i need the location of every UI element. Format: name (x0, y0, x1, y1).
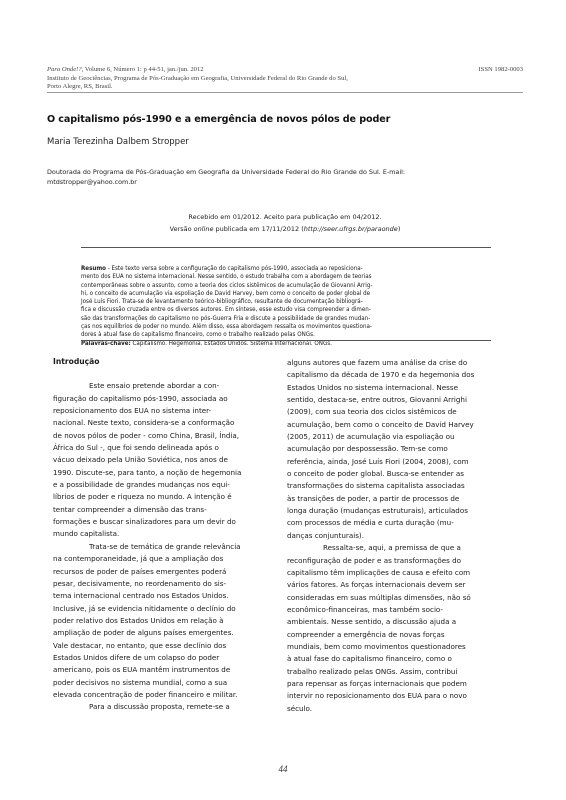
body-line: para repensar as forças internacionais que podem (287, 678, 467, 688)
body-line: consideradas em suas múltiplas dimensões, não só (287, 592, 471, 602)
affiliation-line-1: Doutorada do Programa de Pós-Graduação em Geografia da Universidade Federal do Rio Grande do Sul. E-mail: (47, 168, 406, 176)
body-line: Inclusive, já se evidencia nitidamente o declínio do (53, 603, 236, 613)
body-line: vácuo deixado pela União Soviética, nos anos de (53, 455, 228, 465)
body-column-left (53, 356, 266, 714)
article-title: O capitalismo pós-1990 e a emergência de novos pólos de poder (47, 114, 391, 125)
keywords-label: Palavras-chave: (81, 339, 131, 347)
body-line: ampliação de poder de alguns países emergentes. (53, 628, 234, 638)
body-line: tema internacional centrado nos Estados Unidos. (53, 591, 229, 601)
page-number: 44 (278, 764, 288, 774)
body-line: danças conjunturais). (287, 530, 364, 540)
body-line: intervir no reposicionamento dos EUA para o novo (287, 691, 467, 701)
body-line: acumulação, bem como o conceito de David Harvey (287, 419, 474, 429)
body-column-right (287, 357, 500, 715)
body-line: Estados Unidos difere de um colapso do poder (53, 652, 220, 662)
body-line: século. (287, 703, 313, 713)
body-line: acumulação por despossessão. Tem-se como (287, 444, 448, 454)
body-line: formações e buscar sinalizadores para um devir do (53, 517, 236, 527)
body-line: reposicionamento dos EUA no sistema inter- (53, 406, 212, 416)
body-line: mundo capitalista. (53, 529, 120, 539)
body-line: econômico-financeiras, mas também socio- (287, 604, 444, 614)
header-rule (47, 92, 523, 93)
body-line: elevada concentração de poder financeiro e militar. (53, 689, 238, 699)
abstract-line: dores à atual fase do capitalismo financeiro, como o trabalho realizado pelas ONGs. (81, 331, 315, 339)
institute-line-1: Instituto de Geociências, Programa de Pós-Graduação em Geografia, Universidade Federal do Rio Grande do Sul, (47, 74, 348, 82)
body-line: Ressalta-se, aqui, a premissa de que a (323, 543, 461, 553)
abstract-line: José Luís Fiori. Trata-se de levantamento teórico-bibliográfico, resultante de documentação bibliográ- (81, 298, 363, 306)
body-line: África do Sul -, que foi sendo delineada após o (53, 443, 219, 453)
abstract-line: mento dos EUA no sistema internacional. Nesse sentido, o estudo trabalha com a abordagem de teorias (81, 273, 372, 281)
received-date: Recebido em 01/2012. Aceito para publicação em 04/2012. (188, 213, 382, 221)
citation: , Volume 6, Número 1: p 44-51, jan./jun. 2012 (81, 66, 204, 73)
body-line: alguns autores que fazem uma análise da crise do (287, 358, 468, 367)
body-line: transformações do sistema capitalista associadas (287, 481, 465, 491)
online-close: ) (397, 225, 401, 233)
body-line: vários fatores. As forças internacionais devem ser (287, 580, 466, 590)
body-line: nacional. Neste texto, considera-se a conformação (53, 418, 235, 428)
body-line: líbrios de poder e riqueza no mundo. A intenção é (53, 492, 232, 502)
abstract-rule-top (81, 247, 491, 248)
body-line: Este ensaio pretende abordar a con- (89, 381, 220, 391)
body-line: sentido, destaca-se, entre outros, Giovanni Arrighi (287, 395, 467, 405)
body-line: Vale destacar, no entanto, que esse declínio dos (53, 640, 227, 650)
body-line: na contemporaneidade, já que a ampliação dos (53, 554, 224, 564)
abstract-line: hi, o conceito de acumulação via espoliação de David Harvey, bem como o conceito de poder global de (81, 289, 371, 297)
abstract-block (81, 265, 491, 348)
journal-name: Para Onde!? (47, 66, 82, 73)
body-line: compreender a emergência de novas forças (287, 629, 445, 639)
online-em: online (193, 225, 214, 233)
body-line: figuração do capitalismo pós-1990, associada ao (53, 393, 228, 403)
body-line: referência, ainda, José Luís Fiori (2004, 2008), com (287, 456, 469, 466)
body-line: o conceito de poder global. Busca-se entender as (287, 469, 465, 479)
affiliation-line-2: mtdstropper@yahoo.com.br (47, 178, 137, 186)
abstract-line: fica e discussão cruzada entre os diversos autores. Em síntese, esse estudo visa compreender a dimen- (81, 306, 371, 314)
body-line: poder relativo dos Estados Unidos em relação à (53, 615, 224, 625)
body-line: com processos de média e curta duração (mu- (287, 518, 454, 528)
body-line: pesar, decisivamente, no reordenamento do sis- (53, 578, 227, 588)
abstract-rule-bottom (81, 340, 491, 341)
abstract-line: são das transformações do capitalismo no pós-Guerra Fria e discute a possibilidade de grandes mudan- (81, 314, 371, 322)
body-line: trabalho realizado pelas ONGs. Assim, contribui (287, 666, 458, 676)
abstract-line: contemporâneas sobre o assunto, como a teoria dos ciclos sistêmicos de acumulação de Giovanni Arrig- (81, 281, 373, 289)
author-name: Maria Terezinha Dalbem Stropper (47, 137, 189, 147)
body-line: americano, pois os EUA mantêm instrumentos de (53, 665, 231, 675)
body-line: poder decisivos no sistema mundial, como a sua (53, 677, 228, 687)
issn: ISSN 1982-0003 (478, 66, 523, 73)
body-line: (2009), com sua teoria dos ciclos sistêmicos de (287, 407, 457, 417)
online-pre: Versão (169, 225, 194, 233)
body-line: de novos pólos de poder - como China, Brasil, Índia, (53, 430, 240, 440)
online-date (47, 223, 523, 235)
abstract-label: Resumo (81, 265, 106, 272)
body-line: Estados Unidos no sistema internacional. Nesse (287, 382, 458, 392)
abstract-line (81, 265, 491, 273)
body-line: mundiais, bem como movimentos questionadores (287, 641, 466, 651)
abstract-text: - Este texto versa sobre a configuração do capitalismo pós-1990, associada ao reposiciona- (105, 265, 363, 272)
journal-url: http://seer.ufrgs.br/paraonde (303, 225, 398, 233)
body-line: às transições de poder, a partir de processos de (287, 493, 460, 503)
running-header (47, 66, 523, 92)
body-line: capitalismo da década de 1970 e da hegemonia dos (287, 370, 475, 380)
body-line: e a possibilidade de grandes mudanças nos equi- (53, 480, 230, 490)
body-line: capitalismo têm implicações de causa e efeito com (287, 567, 471, 577)
body-line: ambientais. Nesse sentido, a discussão ajuda a (287, 617, 457, 627)
author-affiliation (47, 167, 523, 187)
body-line: recursos de poder de países emergentes poderá (53, 566, 227, 576)
keywords: Capitalismo. Hegemonia. Estados Unidos. Sistema Internacional. ONGs. (130, 339, 332, 347)
body-line: Trata-se de temática de grande relevância (89, 541, 241, 551)
body-line: tentar compreender a dimensão das trans- (53, 504, 207, 514)
body-line: reconfiguração de poder e as transformações do (287, 555, 462, 565)
institute-line-2: Porto Alegre, RS, Brasil. (47, 83, 113, 90)
publication-dates (47, 211, 523, 235)
body-line: 1990. Discute-se, para tanto, a noção de hegemonia (53, 467, 242, 477)
abstract-line: ças nos equilíbrios de poder no mundo. Além disso, essa abordagem ressalta os movimentos questiona- (81, 323, 372, 331)
body-line: à atual fase do capitalismo financeiro, como o (287, 654, 452, 664)
body-line: longa duração (mudanças estruturais), articulados (287, 506, 468, 516)
body-line: Para a discussão proposta, remete-se a (89, 702, 230, 712)
online-post: publicada em 17/11/2012 ( (213, 225, 304, 233)
body-line: (2005, 2011) de acumulação via espoliação ou (287, 432, 455, 442)
section-title: Introdução (53, 357, 100, 366)
